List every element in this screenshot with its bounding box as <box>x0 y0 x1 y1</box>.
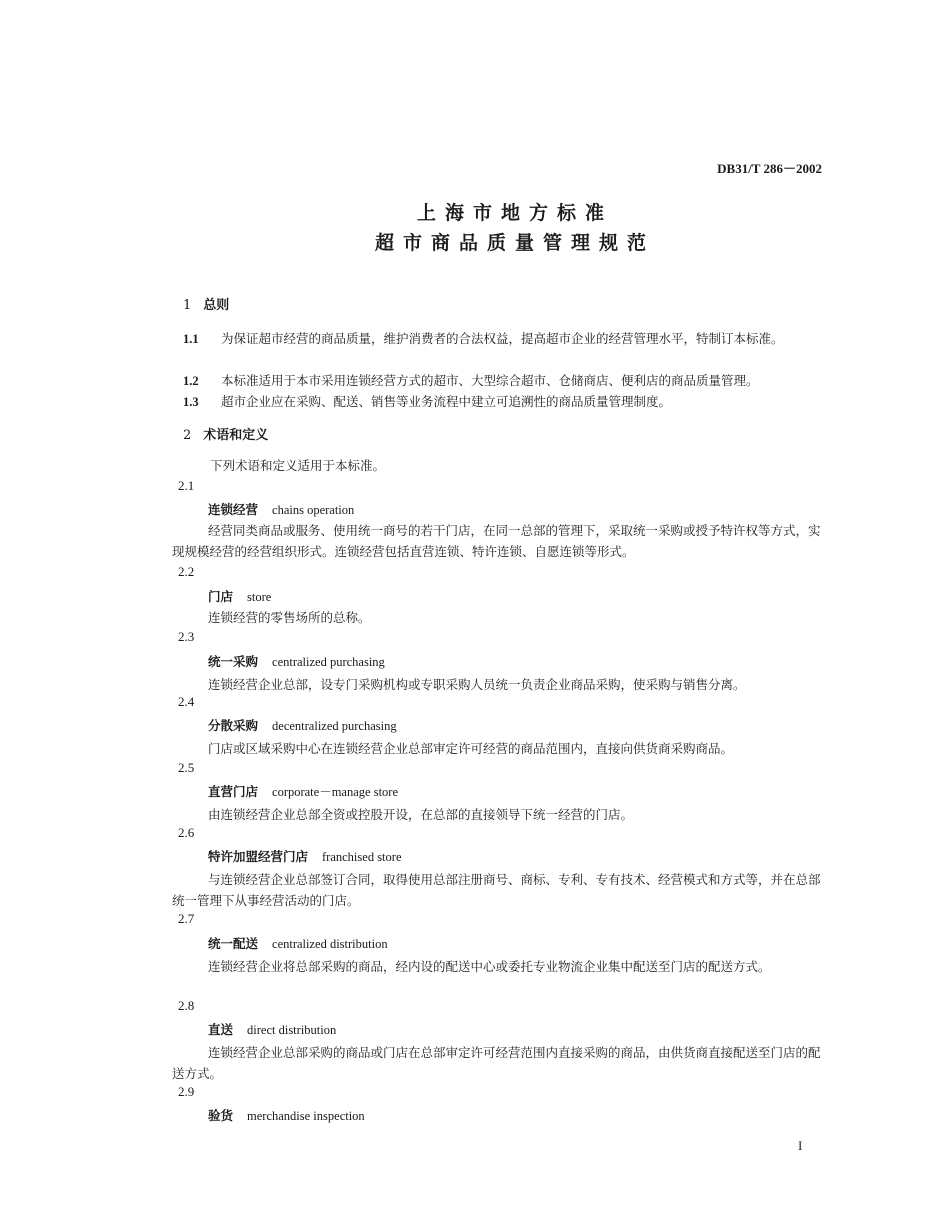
term-number: 2.5 <box>178 760 195 775</box>
term-en: centralized distribution <box>272 937 388 951</box>
term-number: 2.4 <box>178 694 195 709</box>
term-en: corporate－manage store <box>272 785 398 799</box>
section-number: 2 <box>183 428 192 443</box>
clause-text: 本标准适用于本市采用连锁经营方式的超市、大型综合超市、仓储商店、便利店的商品质量管理。 <box>221 373 759 388</box>
term-2-3 <box>208 652 385 670</box>
title-line1: 上海市地方标准 <box>416 202 613 224</box>
term-2-2 <box>208 587 271 605</box>
term-definition: 与连锁经营企业总部签订合同，取得使用总部注册商号、商标、专利、专有技术、经营模式和方式等，并在总部统一管理下从事经营活动的门店。 <box>172 872 821 908</box>
term-zh: 分散采购 <box>208 718 259 733</box>
term-number: 2.6 <box>178 825 195 840</box>
term-definition: 连锁经营企业总部采购的商品或门店在总部审定许可经营范围内直接采购的商品，由供货商直接配送至门店的配送方式。 <box>172 1045 821 1081</box>
term-en: store <box>247 590 272 604</box>
clause-number: 1.3 <box>183 395 199 409</box>
standard-code: DB31/T 286－2002 <box>717 161 822 176</box>
clause-number: 1.1 <box>183 332 199 346</box>
term-2-5 <box>208 782 398 800</box>
term-zh: 统一配送 <box>208 936 259 951</box>
term-2-6 <box>208 847 402 865</box>
term-number: 2.2 <box>178 564 195 579</box>
term-zh: 直送 <box>208 1022 234 1037</box>
page-number: I <box>798 1138 803 1153</box>
term-definition: 门店或区域采购中心在连锁经营企业总部审定许可经营的商品范围内，直接向供货商采购商品。 <box>208 741 734 756</box>
clause-1-3 <box>183 391 833 413</box>
term-definition: 经营同类商品或服务、使用统一商号的若干门店，在同一总部的管理下，采取统一采购或授予特许权等方式，实现规模经营的经营组织形式。连锁经营包括直营连锁、特许连锁、自愿连锁等形式。 <box>172 523 821 559</box>
term-en: chains operation <box>272 503 355 517</box>
term-2-1 <box>208 500 354 518</box>
term-zh: 特许加盟经营门店 <box>208 849 309 864</box>
term-zh: 统一采购 <box>208 654 259 669</box>
term-zh: 验货 <box>208 1108 234 1123</box>
term-en: direct distribution <box>247 1023 337 1037</box>
term-2-7 <box>208 934 388 952</box>
term-en: franchised store <box>322 850 402 864</box>
section-2-intro: 下列术语和定义适用于本标准。 <box>210 458 386 473</box>
term-zh: 门店 <box>208 589 234 604</box>
clause-text: 超市企业应在采购、配送、销售等业务流程中建立可追溯性的商品质量管理制度。 <box>221 394 672 409</box>
term-definition: 连锁经营企业将总部采购的商品，经内设的配送中心或委托专业物流企业集中配送至门店的配送方式。 <box>208 959 771 974</box>
term-zh: 连锁经营 <box>208 502 259 517</box>
clause-number: 1.2 <box>183 374 199 388</box>
term-en: decentralized purchasing <box>272 719 397 733</box>
term-en: merchandise inspection <box>247 1109 365 1123</box>
term-2-8 <box>208 1020 336 1038</box>
section-title: 术语和定义 <box>203 428 269 443</box>
term-en: centralized purchasing <box>272 655 385 669</box>
section-1-heading <box>183 294 229 313</box>
term-number: 2.8 <box>178 998 195 1013</box>
term-definition: 连锁经营企业总部，设专门采购机构或专职采购人员统一负责企业商品采购，使采购与销售分离。 <box>208 677 746 692</box>
term-zh: 直营门店 <box>208 784 259 799</box>
clause-1-1 <box>183 328 833 350</box>
clause-1-2 <box>183 370 833 392</box>
term-definition: 由连锁经营企业总部全资或控股开设，在总部的直接领导下统一经营的门店。 <box>208 807 634 822</box>
section-title: 总则 <box>203 298 230 313</box>
clause-text: 为保证超市经营的商品质量，维护消费者的合法权益，提高超市企业的经营管理水平，特制订本标准。 <box>221 331 784 346</box>
term-number: 2.7 <box>178 911 195 926</box>
term-number: 2.3 <box>178 629 195 644</box>
term-2-9 <box>208 1106 365 1124</box>
section-2-heading <box>183 424 268 443</box>
section-number: 1 <box>183 298 192 313</box>
term-definition: 连锁经营的零售场所的总称。 <box>208 610 371 625</box>
title-line2: 超市商品质量管理规范 <box>374 232 655 254</box>
term-number: 2.9 <box>178 1084 195 1099</box>
term-2-4 <box>208 716 397 734</box>
term-number: 2.1 <box>178 478 195 493</box>
